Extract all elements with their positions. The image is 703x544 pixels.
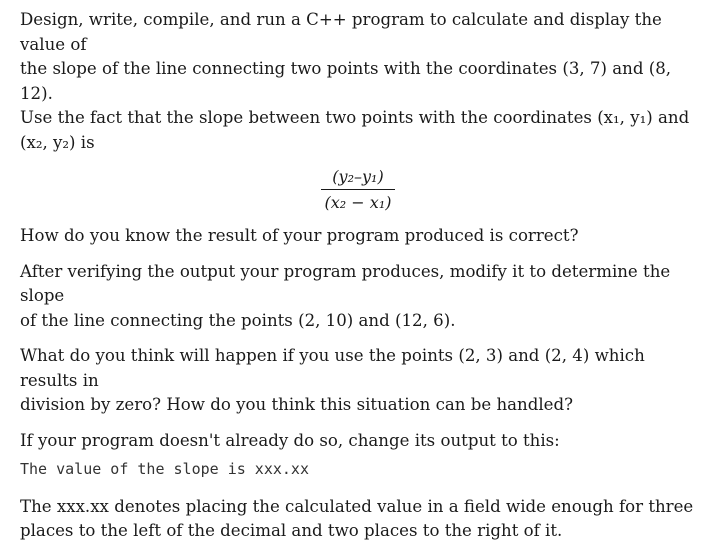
intro-line-3: Use the fact that the slope between two points with the coordinates (x₁, y₁) and <box>20 108 690 127</box>
slope-fraction <box>321 166 396 214</box>
intro-line-4: (x₂, y₂) is <box>20 132 95 152</box>
output-instruction: If your program doesn't already do so, change its output to this: <box>20 430 560 450</box>
modify-line-1: After verifying the output your program produces, modify it to determine the slope <box>20 261 671 305</box>
output-example-code: The value of the slope is xxx.xx <box>20 460 309 478</box>
modify-paragraph <box>20 260 696 334</box>
document-body <box>20 8 696 544</box>
format-line-1: The xxx.xx denotes placing the calculated value in a field wide enough for three <box>20 496 694 516</box>
intro-paragraph <box>20 8 696 155</box>
intro-line-2: the slope of the line connecting two points with the coordinates (3, 7) and (8, 12). <box>20 59 672 103</box>
divzero-line-1: What do you think will happen if you use the points (2, 3) and (2, 4) which results in <box>20 346 645 390</box>
format-line-2: places to the left of the decimal and two places to the right of it. <box>20 521 563 540</box>
format-paragraph <box>20 495 696 544</box>
division-by-zero-paragraph <box>20 344 696 418</box>
formula-denominator: (x₂ − x₁) <box>324 193 392 212</box>
modify-line-2: of the line connecting the points (2, 10) and (12, 6). <box>20 310 456 330</box>
slope-formula <box>20 166 696 214</box>
formula-numerator: (y₂–y₁) <box>321 166 396 190</box>
divzero-line-2: division by zero? How do you think this situation can be handled? <box>20 395 573 414</box>
intro-line-1: Design, write, compile, and run a C++ program to calculate and display the value of <box>20 10 662 54</box>
question-correctness: How do you know the result of your program produced is correct? <box>20 226 579 245</box>
